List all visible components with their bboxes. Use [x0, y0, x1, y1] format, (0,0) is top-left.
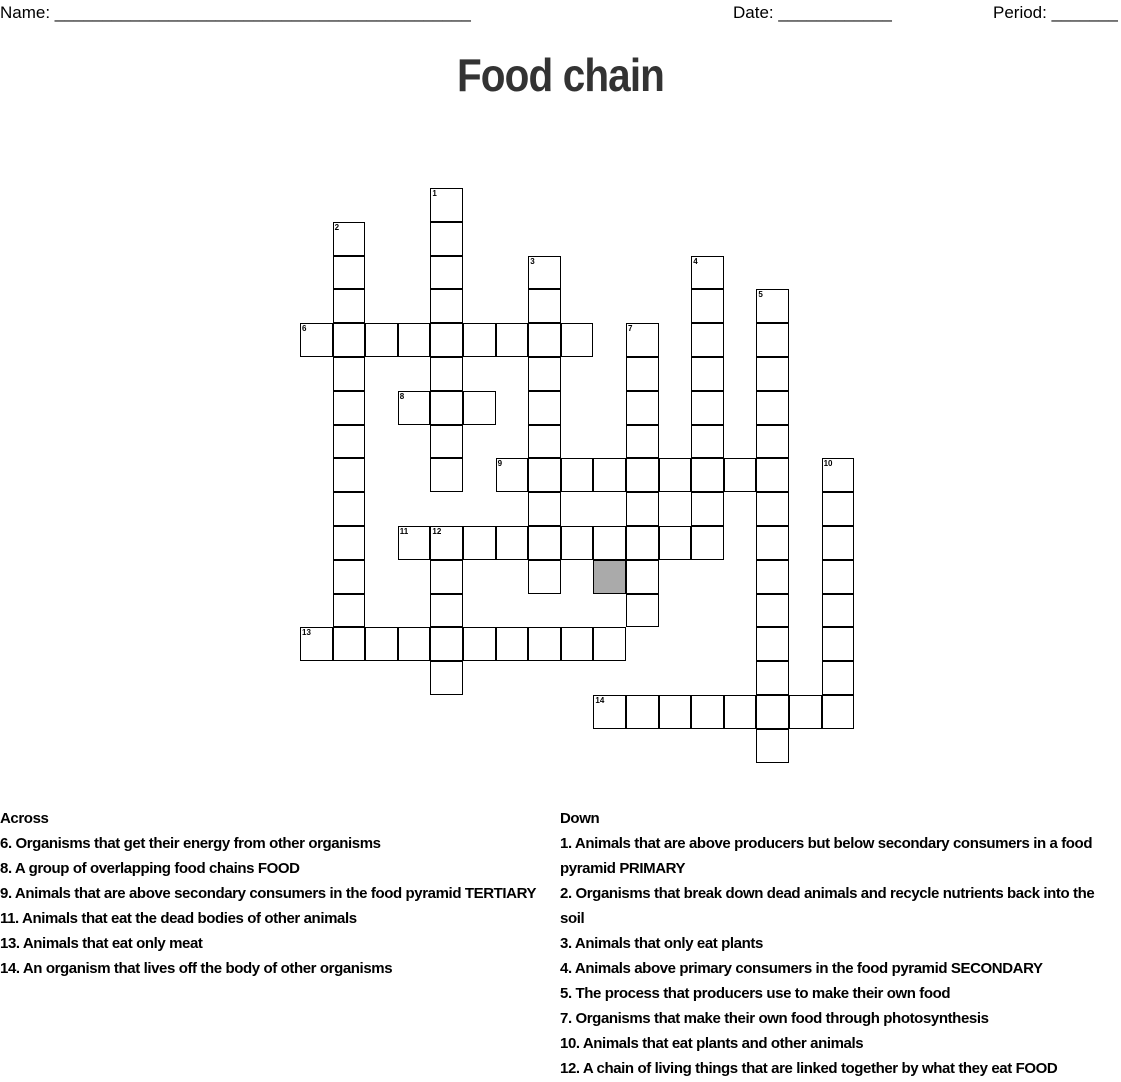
- grid-cell[interactable]: [822, 695, 855, 729]
- grid-cell[interactable]: [528, 289, 561, 323]
- grid-cell[interactable]: [593, 627, 626, 661]
- grid-cell[interactable]: [528, 391, 561, 425]
- down-clues: [560, 806, 1120, 1081]
- grid-cell[interactable]: [659, 695, 692, 729]
- grid-cell[interactable]: [593, 695, 626, 729]
- clue-number: 11: [399, 527, 409, 536]
- grid-cell[interactable]: [528, 560, 561, 594]
- down-clue: 3. Animals that only eat plants: [560, 935, 763, 952]
- grid-cell[interactable]: [333, 391, 366, 425]
- grid-cell[interactable]: [333, 357, 366, 391]
- down-clue: 2. Organisms that break down dead animals and recycle nutrients back into the soil: [560, 885, 1095, 927]
- grid-cell[interactable]: [430, 289, 463, 323]
- grid-cell[interactable]: [398, 323, 431, 357]
- down-heading: Down: [560, 810, 600, 827]
- clue-number: 9: [497, 459, 503, 469]
- grid-cell[interactable]: [626, 458, 659, 492]
- grid-cell[interactable]: [398, 526, 431, 560]
- grid-cell[interactable]: [430, 661, 463, 695]
- clue-number: 3: [530, 256, 535, 266]
- clue-number: 4: [693, 256, 698, 266]
- grid-cell[interactable]: [333, 256, 366, 290]
- across-clue: 9. Animals that are above secondary consumers in the food pyramid TERTIARY: [0, 885, 537, 902]
- clue-number: 5: [758, 290, 763, 300]
- grid-cell[interactable]: [430, 560, 463, 594]
- grid-cell[interactable]: [333, 594, 366, 628]
- grid-cell[interactable]: [724, 695, 757, 729]
- grid-cell[interactable]: [659, 458, 692, 492]
- across-clue: 6. Organisms that get their energy from other organisms: [0, 835, 381, 852]
- grid-cell[interactable]: [691, 458, 724, 492]
- grid-cell[interactable]: [398, 627, 431, 661]
- grid-cell[interactable]: [756, 357, 789, 391]
- crossword-grid: [300, 188, 856, 766]
- grid-cell[interactable]: [756, 560, 789, 594]
- grid-cell[interactable]: [430, 627, 463, 661]
- grid-cell[interactable]: [691, 323, 724, 357]
- across-clues: [0, 806, 555, 981]
- grid-cell[interactable]: [691, 425, 724, 459]
- grid-cell[interactable]: [626, 357, 659, 391]
- down-clue: 1. Animals that are above producers but below secondary consumers in a food pyramid PRIMARY: [560, 835, 1093, 877]
- grid-cell[interactable]: [756, 695, 789, 729]
- grid-cell[interactable]: [528, 492, 561, 526]
- grid-cell[interactable]: [528, 627, 561, 661]
- grid-cell[interactable]: [333, 289, 366, 323]
- grid-cell[interactable]: [561, 627, 594, 661]
- grid-cell[interactable]: [691, 357, 724, 391]
- grid-cell[interactable]: [496, 627, 529, 661]
- grid-cell[interactable]: [593, 458, 626, 492]
- grid-cell[interactable]: [756, 458, 789, 492]
- grid-cell[interactable]: [691, 526, 724, 560]
- grid-cell[interactable]: [365, 323, 398, 357]
- grid-cell[interactable]: [430, 256, 463, 290]
- grid-cell[interactable]: [430, 458, 463, 492]
- grid-cell[interactable]: [691, 492, 724, 526]
- clue-number: 2: [334, 222, 340, 232]
- grid-cell[interactable]: [496, 323, 529, 357]
- grid-cell[interactable]: [430, 323, 463, 357]
- down-clue: 7. Organisms that make their own food through photosynthesis: [560, 1010, 989, 1027]
- grid-cell[interactable]: [822, 560, 855, 594]
- grid-cell[interactable]: [822, 458, 855, 492]
- period-field-label: Period: _______: [993, 3, 1118, 22]
- grid-cell[interactable]: [430, 222, 463, 256]
- grid-cell[interactable]: [691, 289, 724, 323]
- grid-cell[interactable]: [724, 458, 757, 492]
- grid-cell[interactable]: [333, 458, 366, 492]
- grid-cell[interactable]: [626, 695, 659, 729]
- grid-cell[interactable]: [430, 526, 463, 560]
- grid-cell[interactable]: [756, 594, 789, 628]
- grid-cell[interactable]: [398, 391, 431, 425]
- grid-cell[interactable]: [430, 425, 463, 459]
- grid-cell[interactable]: [561, 526, 594, 560]
- grid-cell[interactable]: [333, 560, 366, 594]
- grid-cell[interactable]: [626, 526, 659, 560]
- down-clue: 5. The process that producers use to make their own food: [560, 985, 951, 1002]
- grid-cell[interactable]: [528, 425, 561, 459]
- grid-cell[interactable]: [300, 323, 333, 357]
- grid-cell[interactable]: [496, 526, 529, 560]
- grid-cell[interactable]: [561, 323, 594, 357]
- clue-number: 14: [595, 696, 605, 705]
- across-clue: 13. Animals that eat only meat: [0, 935, 203, 952]
- grid-cell[interactable]: [300, 627, 333, 661]
- grid-cell[interactable]: [333, 526, 366, 560]
- clue-number: 10: [823, 459, 833, 469]
- grid-cell[interactable]: [528, 357, 561, 391]
- grid-cell[interactable]: [463, 391, 496, 425]
- grid-cell[interactable]: [756, 627, 789, 661]
- down-clue: 10. Animals that eat plants and other animals: [560, 1035, 864, 1052]
- grid-cell[interactable]: [626, 323, 659, 357]
- grid-cell[interactable]: [756, 323, 789, 357]
- clue-number: 12: [432, 527, 442, 536]
- across-clue: 14. An organism that lives off the body of other organisms: [0, 960, 393, 977]
- across-clue: 8. A group of overlapping food chains FOOD: [0, 860, 300, 877]
- grid-cell[interactable]: [463, 526, 496, 560]
- grid-cell[interactable]: [756, 391, 789, 425]
- page-title: Food chain: [456, 49, 665, 101]
- grid-cell[interactable]: [561, 458, 594, 492]
- clue-number: 7: [628, 324, 633, 334]
- grid-cell[interactable]: [333, 222, 366, 256]
- clue-number: 6: [302, 324, 307, 334]
- grid-cell[interactable]: [822, 492, 855, 526]
- grid-cell[interactable]: [528, 458, 561, 492]
- grid-cell[interactable]: [333, 323, 366, 357]
- clue-number: 1: [432, 189, 437, 198]
- grid-cell[interactable]: [756, 492, 789, 526]
- grid-cell[interactable]: [528, 256, 561, 290]
- grid-cell[interactable]: [365, 627, 398, 661]
- grid-cell[interactable]: [496, 458, 529, 492]
- grid-cell[interactable]: [430, 188, 463, 222]
- down-clue: 12. A chain of living things that are linked together by what they eat FOOD: [560, 1060, 1058, 1077]
- grid-cell[interactable]: [626, 594, 659, 628]
- grid-cell[interactable]: [528, 323, 561, 357]
- grid-cell[interactable]: [822, 661, 855, 695]
- across-clue: 11. Animals that eat the dead bodies of other animals: [0, 910, 357, 927]
- grid-cell[interactable]: [528, 526, 561, 560]
- grid-cell[interactable]: [593, 526, 626, 560]
- grid-cell[interactable]: [333, 492, 366, 526]
- grid-cell[interactable]: [822, 594, 855, 628]
- grid-cell[interactable]: [756, 729, 789, 763]
- grid-cell[interactable]: [691, 695, 724, 729]
- grid-cell[interactable]: [430, 391, 463, 425]
- grid-cell[interactable]: [756, 289, 789, 323]
- across-heading: Across: [0, 810, 49, 827]
- date-field-label: Date: ____________: [733, 3, 892, 22]
- grid-cell[interactable]: [626, 560, 659, 594]
- grid-cell[interactable]: [626, 492, 659, 526]
- grid-cell[interactable]: [822, 526, 855, 560]
- grid-cell[interactable]: [463, 323, 496, 357]
- grid-cell[interactable]: [789, 695, 822, 729]
- grid-cell[interactable]: [430, 594, 463, 628]
- grid-cell[interactable]: [691, 391, 724, 425]
- grid-cell[interactable]: [756, 661, 789, 695]
- down-clue: 4. Animals above primary consumers in the food pyramid SECONDARY: [560, 960, 1043, 977]
- grid-cell[interactable]: [691, 256, 724, 290]
- name-field-label: Name: ____________________________________________: [0, 3, 471, 22]
- clue-number: 13: [302, 628, 311, 638]
- shaded-cell: [593, 560, 626, 594]
- grid-cell[interactable]: [756, 526, 789, 560]
- clue-number: 8: [399, 391, 405, 401]
- grid-cell[interactable]: [822, 627, 855, 661]
- grid-cell[interactable]: [756, 425, 789, 459]
- grid-cell[interactable]: [430, 357, 463, 391]
- grid-cell[interactable]: [626, 425, 659, 459]
- grid-cell[interactable]: [333, 627, 366, 661]
- grid-cell[interactable]: [333, 425, 366, 459]
- grid-cell[interactable]: [659, 526, 692, 560]
- grid-cell[interactable]: [626, 391, 659, 425]
- grid-cell[interactable]: [463, 627, 496, 661]
